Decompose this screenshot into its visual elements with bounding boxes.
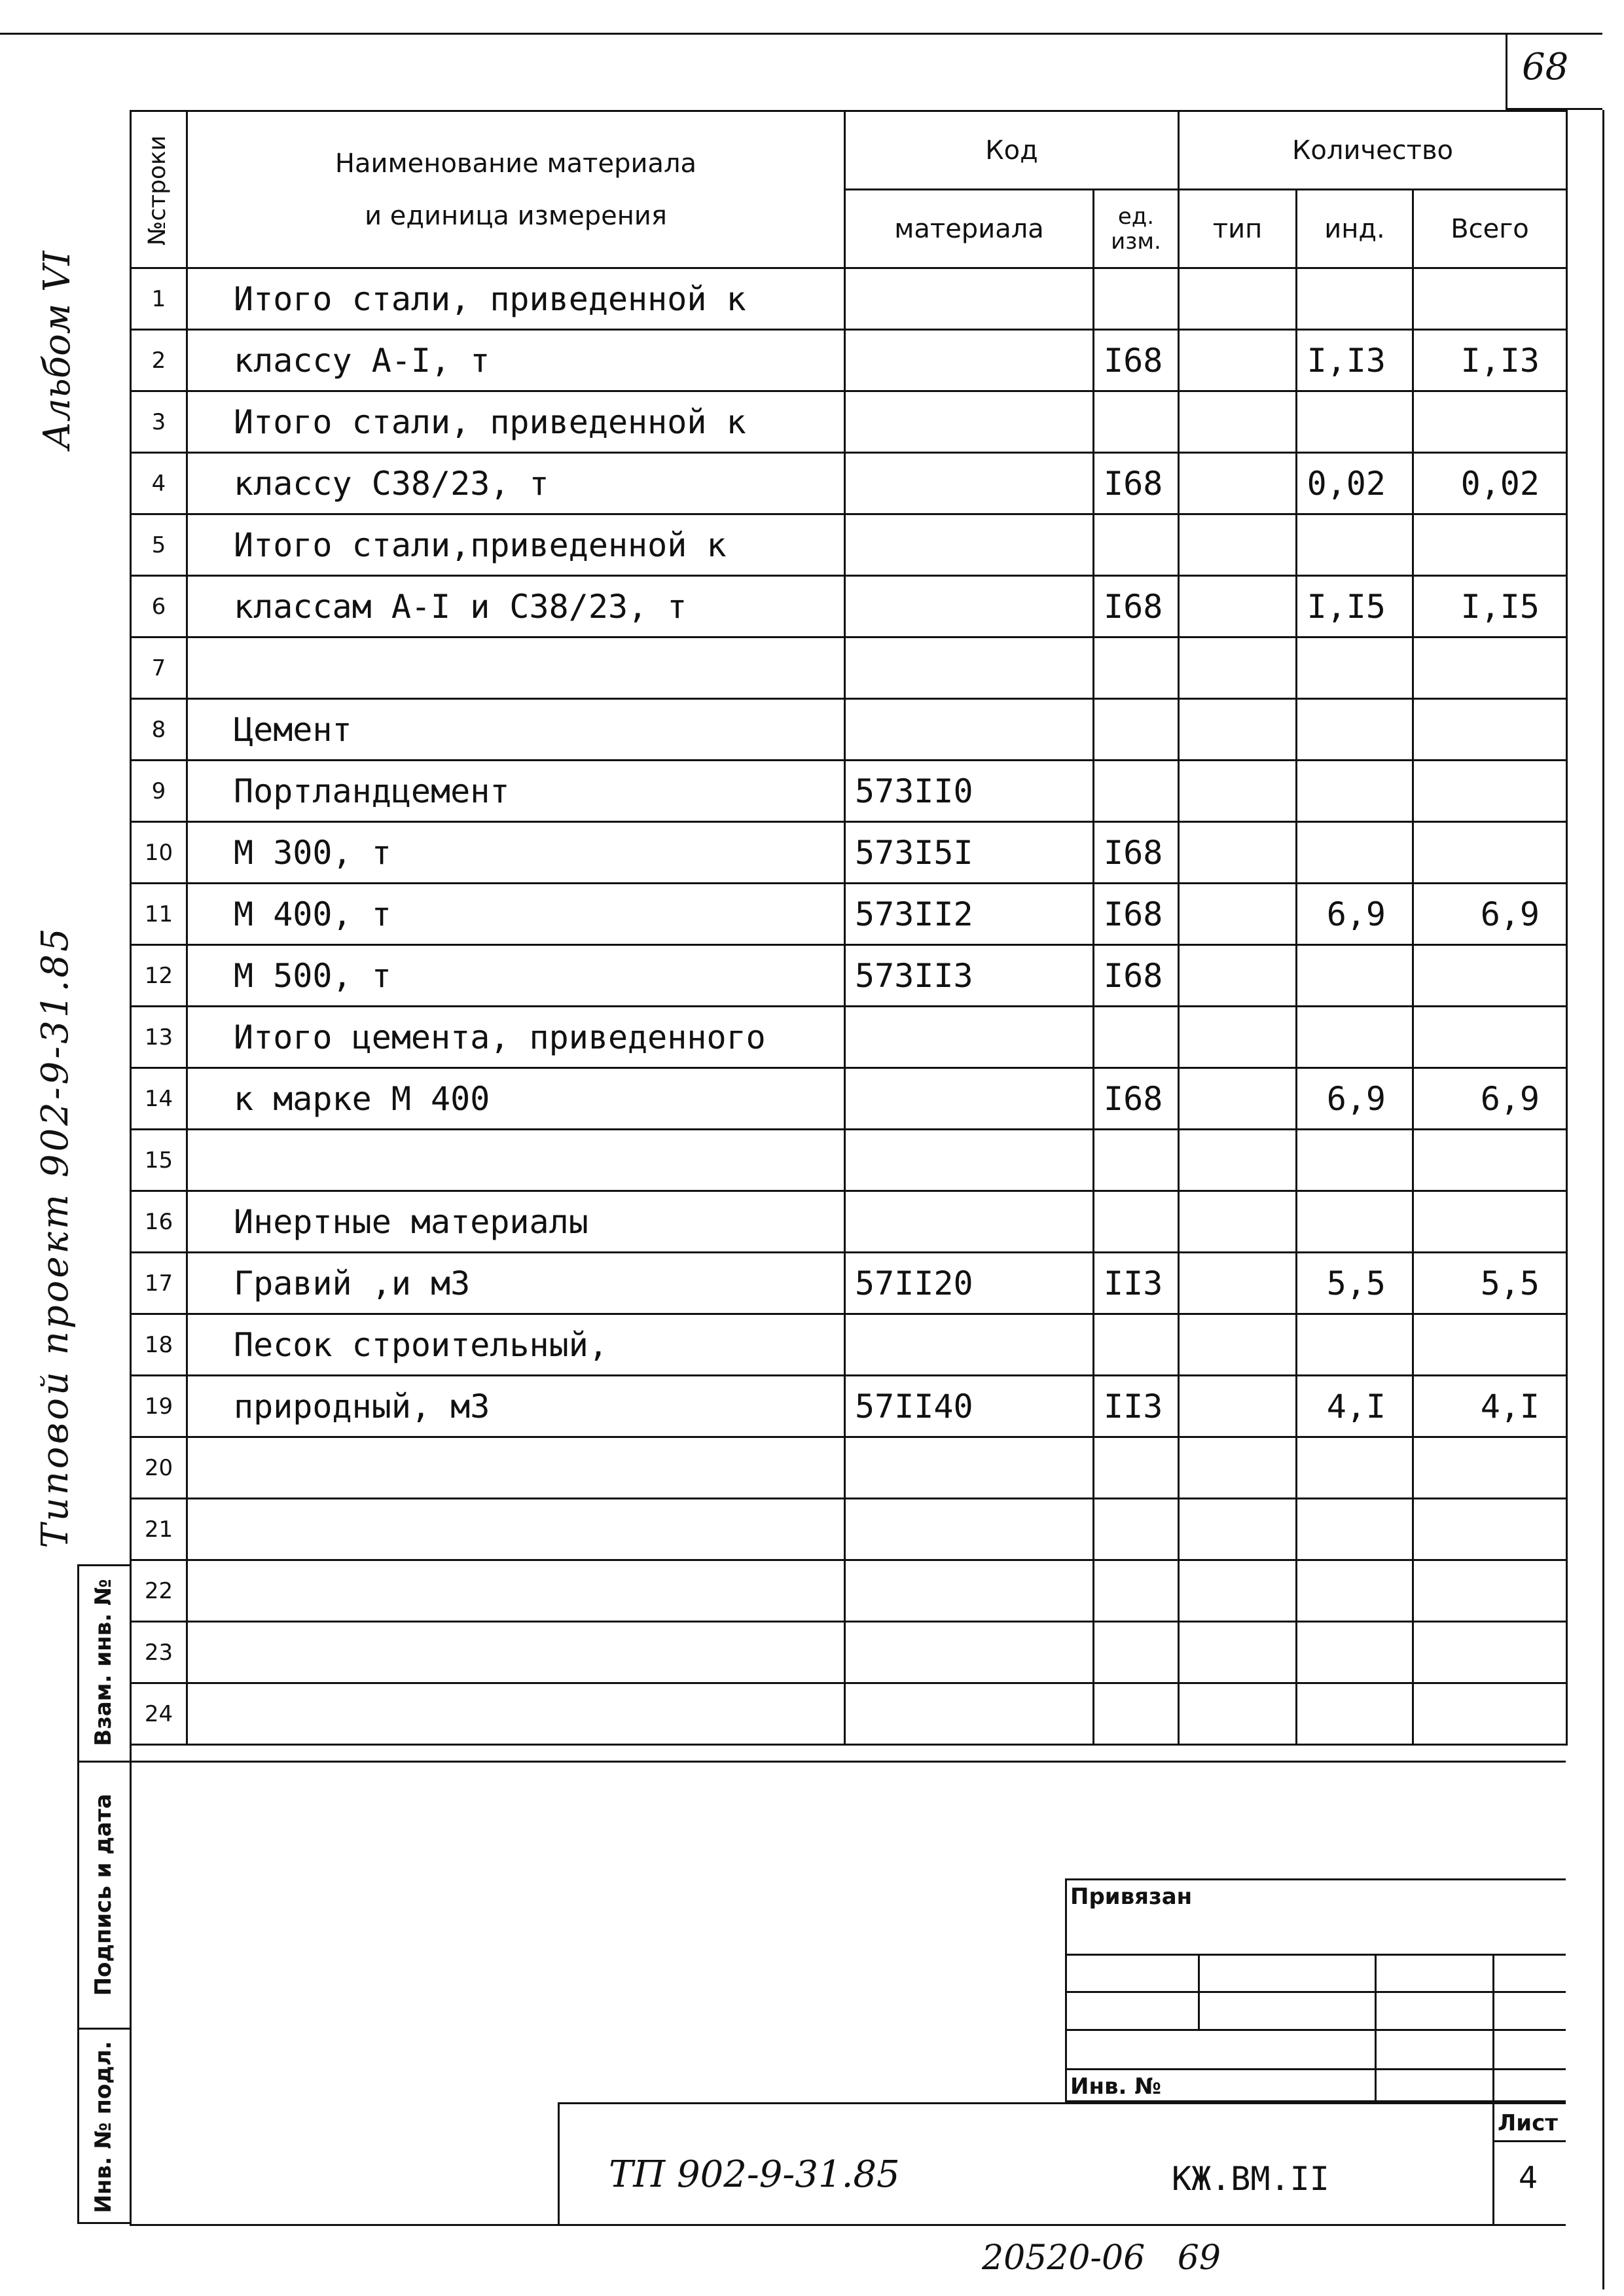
cell-name: Гравий ,и м3: [187, 1253, 845, 1314]
cell-type: [1179, 884, 1297, 945]
cell-total: I,I3: [1413, 330, 1567, 391]
header-qty-type: тип: [1179, 190, 1297, 268]
header-code: Код: [845, 111, 1179, 190]
cell-unit: [1094, 1437, 1179, 1499]
cell-total: [1413, 1314, 1567, 1376]
cell-no: 7: [131, 637, 187, 699]
cell-unit: [1094, 1499, 1179, 1560]
cell-name: Итого стали, приведенной к: [187, 268, 845, 330]
cell-total: [1413, 1437, 1567, 1499]
header-qty-ind: инд.: [1297, 190, 1413, 268]
cell-name: М 400, т: [187, 884, 845, 945]
cell-code: [845, 1437, 1094, 1499]
cell-type: [1179, 699, 1297, 761]
table-row: [131, 514, 1567, 576]
cell-unit: [1094, 1560, 1179, 1622]
table-row: [131, 637, 1567, 699]
cell-name: Песок строительный,: [187, 1314, 845, 1376]
cell-total: [1413, 268, 1567, 330]
side-stamp-inv-podl: Инв. № подл.: [90, 2041, 117, 2214]
cell-no: 17: [131, 1253, 187, 1314]
tb-line-1: [1065, 1954, 1566, 1956]
cell-unit: I68: [1094, 330, 1179, 391]
cell-ind: [1297, 699, 1413, 761]
cell-type: [1179, 1560, 1297, 1622]
doc-code: ТП 902-9-31.85: [609, 2153, 900, 2196]
table-row: [131, 1191, 1567, 1253]
cell-total: 6,9: [1413, 884, 1567, 945]
table-row: [131, 1068, 1567, 1130]
sheet-split: [1492, 2140, 1566, 2142]
cell-ind: [1297, 268, 1413, 330]
cell-name: Итого стали,приведенной к: [187, 514, 845, 576]
cell-no: 1: [131, 268, 187, 330]
top-border: [0, 33, 1602, 35]
cell-code: [845, 1683, 1094, 1745]
cell-ind: 5,5: [1297, 1253, 1413, 1314]
cell-unit: I68: [1094, 576, 1179, 637]
table-row: [131, 1007, 1567, 1068]
cell-name: [187, 1560, 845, 1622]
cell-name: [187, 1499, 845, 1560]
right-border: [1602, 110, 1604, 2289]
cell-no: 6: [131, 576, 187, 637]
cell-ind: [1297, 1130, 1413, 1191]
cell-name: классам А-I и С38/23, т: [187, 576, 845, 637]
cell-type: [1179, 1437, 1297, 1499]
table-row: [131, 1499, 1567, 1560]
cell-type: [1179, 453, 1297, 514]
cell-total: [1413, 1683, 1567, 1745]
cell-code: [845, 1007, 1094, 1068]
header-code-material: материала: [845, 190, 1094, 268]
cell-total: 0,02: [1413, 453, 1567, 514]
cell-unit: I68: [1094, 1068, 1179, 1130]
cell-type: [1179, 637, 1297, 699]
album-note: Альбом VI: [36, 251, 79, 450]
cell-type: [1179, 391, 1297, 453]
cell-name: [187, 1683, 845, 1745]
cell-unit: [1094, 637, 1179, 699]
cell-type: [1179, 1499, 1297, 1560]
cell-no: 14: [131, 1068, 187, 1130]
cell-no: 18: [131, 1314, 187, 1376]
cell-ind: 6,9: [1297, 884, 1413, 945]
cell-unit: [1094, 1683, 1179, 1745]
cell-unit: [1094, 761, 1179, 822]
cell-name: классу А-I, т: [187, 330, 845, 391]
cell-ind: 0,02: [1297, 453, 1413, 514]
table-row: [131, 822, 1567, 884]
cell-ind: [1297, 1191, 1413, 1253]
cell-name: природный, м3: [187, 1376, 845, 1437]
cell-ind: [1297, 1007, 1413, 1068]
cell-unit: II3: [1094, 1376, 1179, 1437]
cell-unit: [1094, 514, 1179, 576]
table-row: [131, 884, 1567, 945]
cell-no: 15: [131, 1130, 187, 1191]
table-row: [131, 699, 1567, 761]
table-row: [131, 1560, 1567, 1622]
cell-type: [1179, 1253, 1297, 1314]
cell-total: [1413, 637, 1567, 699]
side-stamp-vzam: Взам. инв. №: [90, 1579, 117, 1746]
cell-no: 10: [131, 822, 187, 884]
sheet-label: Лист: [1498, 2110, 1558, 2136]
cell-name: М 300, т: [187, 822, 845, 884]
cell-no: 3: [131, 391, 187, 453]
cell-code: [845, 1622, 1094, 1683]
cell-name: [187, 1130, 845, 1191]
cell-total: [1413, 1191, 1567, 1253]
cell-code: [845, 576, 1094, 637]
cell-no: 13: [131, 1007, 187, 1068]
cell-ind: [1297, 1499, 1413, 1560]
cell-unit: [1094, 1314, 1179, 1376]
header-name: Наименование материала и единица измерения: [187, 111, 845, 268]
cell-code: [845, 699, 1094, 761]
cell-total: 5,5: [1413, 1253, 1567, 1314]
cell-name: [187, 1437, 845, 1499]
cell-type: [1179, 1376, 1297, 1437]
cell-ind: [1297, 514, 1413, 576]
cell-code: [845, 1068, 1094, 1130]
cell-code: 573II0: [845, 761, 1094, 822]
cell-ind: [1297, 1314, 1413, 1376]
cell-total: [1413, 699, 1567, 761]
cell-type: [1179, 1130, 1297, 1191]
header-quantity: Количество: [1179, 111, 1567, 190]
cell-type: [1179, 1622, 1297, 1683]
cell-code: 573II2: [845, 884, 1094, 945]
header-qty-total: Всего: [1413, 190, 1567, 268]
cell-unit: I68: [1094, 884, 1179, 945]
cell-total: [1413, 1007, 1567, 1068]
cell-name: М 500, т: [187, 945, 845, 1007]
cell-code: [845, 330, 1094, 391]
tb-line-2: [1065, 1991, 1566, 1993]
cell-ind: I,I3: [1297, 330, 1413, 391]
table-row: [131, 1437, 1567, 1499]
cell-code: [845, 1314, 1094, 1376]
cell-code: [845, 1130, 1094, 1191]
cell-type: [1179, 268, 1297, 330]
cell-ind: [1297, 1560, 1413, 1622]
cell-ind: [1297, 637, 1413, 699]
cell-unit: [1094, 699, 1179, 761]
table-row: [131, 945, 1567, 1007]
cell-code: 57II20: [845, 1253, 1094, 1314]
cell-no: 21: [131, 1499, 187, 1560]
cell-name: классу С38/23, т: [187, 453, 845, 514]
cell-total: [1413, 391, 1567, 453]
cell-ind: [1297, 945, 1413, 1007]
table-row: [131, 391, 1567, 453]
table-row: [131, 1314, 1567, 1376]
table-row: [131, 576, 1567, 637]
cell-unit: I68: [1094, 453, 1179, 514]
header-row-no: №строки: [131, 111, 187, 268]
cell-no: 24: [131, 1683, 187, 1745]
inv-no-label: Инв. №: [1070, 2073, 1162, 2100]
cell-no: 8: [131, 699, 187, 761]
cell-code: 573II3: [845, 945, 1094, 1007]
table-row: [131, 330, 1567, 391]
cell-unit: I68: [1094, 945, 1179, 1007]
cell-type: [1179, 1068, 1297, 1130]
cell-total: [1413, 1130, 1567, 1191]
footer-code: 20520-06 69: [982, 2238, 1221, 2278]
cell-type: [1179, 514, 1297, 576]
table-row: [131, 453, 1567, 514]
cell-code: [845, 1560, 1094, 1622]
cell-ind: I,I5: [1297, 576, 1413, 637]
title-block-top: [130, 1761, 1566, 1763]
cell-no: 20: [131, 1437, 187, 1499]
cell-name: [187, 1622, 845, 1683]
cell-no: 19: [131, 1376, 187, 1437]
cell-type: [1179, 1007, 1297, 1068]
cell-code: [845, 637, 1094, 699]
cell-ind: [1297, 1683, 1413, 1745]
tb-vline-2: [1375, 1954, 1377, 2102]
cell-unit: II3: [1094, 1253, 1179, 1314]
cell-code: [845, 514, 1094, 576]
table-row: [131, 1376, 1567, 1437]
cell-type: [1179, 1191, 1297, 1253]
sheet-number: 4: [1519, 2160, 1538, 2195]
table-row: [131, 268, 1567, 330]
cell-no: 22: [131, 1560, 187, 1622]
privyazan-label: Привязан: [1070, 1884, 1193, 1910]
cell-total: [1413, 822, 1567, 884]
cell-ind: [1297, 391, 1413, 453]
cell-type: [1179, 330, 1297, 391]
cell-unit: [1094, 391, 1179, 453]
table-row: [131, 1622, 1567, 1683]
cell-total: [1413, 514, 1567, 576]
materials-table: [130, 110, 1568, 1746]
cell-type: [1179, 1314, 1297, 1376]
cell-no: 23: [131, 1622, 187, 1683]
cell-type: [1179, 822, 1297, 884]
side-stamp-divider-1: [77, 1761, 130, 1763]
cell-unit: [1094, 1622, 1179, 1683]
table-row: [131, 761, 1567, 822]
cell-type: [1179, 945, 1297, 1007]
cell-unit: [1094, 268, 1179, 330]
cell-code: 57II40: [845, 1376, 1094, 1437]
sheet-mark: КЖ.ВМ.II: [1172, 2160, 1329, 2198]
cell-unit: [1094, 1130, 1179, 1191]
tb-vline-1: [1198, 1954, 1200, 2031]
cell-total: [1413, 1622, 1567, 1683]
cell-no: 2: [131, 330, 187, 391]
cell-ind: [1297, 1437, 1413, 1499]
cell-total: [1413, 1499, 1567, 1560]
page-number-box: [1506, 33, 1602, 110]
cell-name: Инертные материалы: [187, 1191, 845, 1253]
cell-no: 16: [131, 1191, 187, 1253]
cell-total: [1413, 761, 1567, 822]
cell-no: 4: [131, 453, 187, 514]
cell-name: к марке М 400: [187, 1068, 845, 1130]
cell-unit: [1094, 1191, 1179, 1253]
cell-no: 5: [131, 514, 187, 576]
cell-code: [845, 1499, 1094, 1560]
table-row: [131, 1683, 1567, 1745]
tb-line-3: [1065, 2029, 1566, 2031]
project-note: Типовой проект 902-9-31.85: [34, 925, 77, 1549]
cell-type: [1179, 1683, 1297, 1745]
cell-ind: [1297, 761, 1413, 822]
cell-name: Итого цемента, приведенного: [187, 1007, 845, 1068]
cell-type: [1179, 576, 1297, 637]
header-code-unit: ед. изм.: [1094, 190, 1179, 268]
cell-no: 9: [131, 761, 187, 822]
cell-type: [1179, 761, 1297, 822]
cell-unit: I68: [1094, 822, 1179, 884]
cell-name: Цемент: [187, 699, 845, 761]
table-row: [131, 1253, 1567, 1314]
side-stamp-signature-date: Подпись и дата: [90, 1793, 117, 1996]
page-number: 68: [1522, 46, 1569, 88]
cell-ind: 6,9: [1297, 1068, 1413, 1130]
cell-unit: [1094, 1007, 1179, 1068]
cell-ind: [1297, 1622, 1413, 1683]
cell-total: 6,9: [1413, 1068, 1567, 1130]
cell-ind: [1297, 822, 1413, 884]
cell-total: [1413, 1560, 1567, 1622]
cell-no: 12: [131, 945, 187, 1007]
cell-total: [1413, 945, 1567, 1007]
cell-code: [845, 1191, 1094, 1253]
cell-name: Итого стали, приведенной к: [187, 391, 845, 453]
cell-no: 11: [131, 884, 187, 945]
tb-line-4: [1065, 2068, 1566, 2070]
cell-total: 4,I: [1413, 1376, 1567, 1437]
cell-name: [187, 637, 845, 699]
cell-code: [845, 391, 1094, 453]
cell-ind: 4,I: [1297, 1376, 1413, 1437]
table-row: [131, 1130, 1567, 1191]
cell-code: [845, 268, 1094, 330]
cell-code: [845, 453, 1094, 514]
cell-name: Портландцемент: [187, 761, 845, 822]
cell-total: I,I5: [1413, 576, 1567, 637]
cell-code: 573I5I: [845, 822, 1094, 884]
